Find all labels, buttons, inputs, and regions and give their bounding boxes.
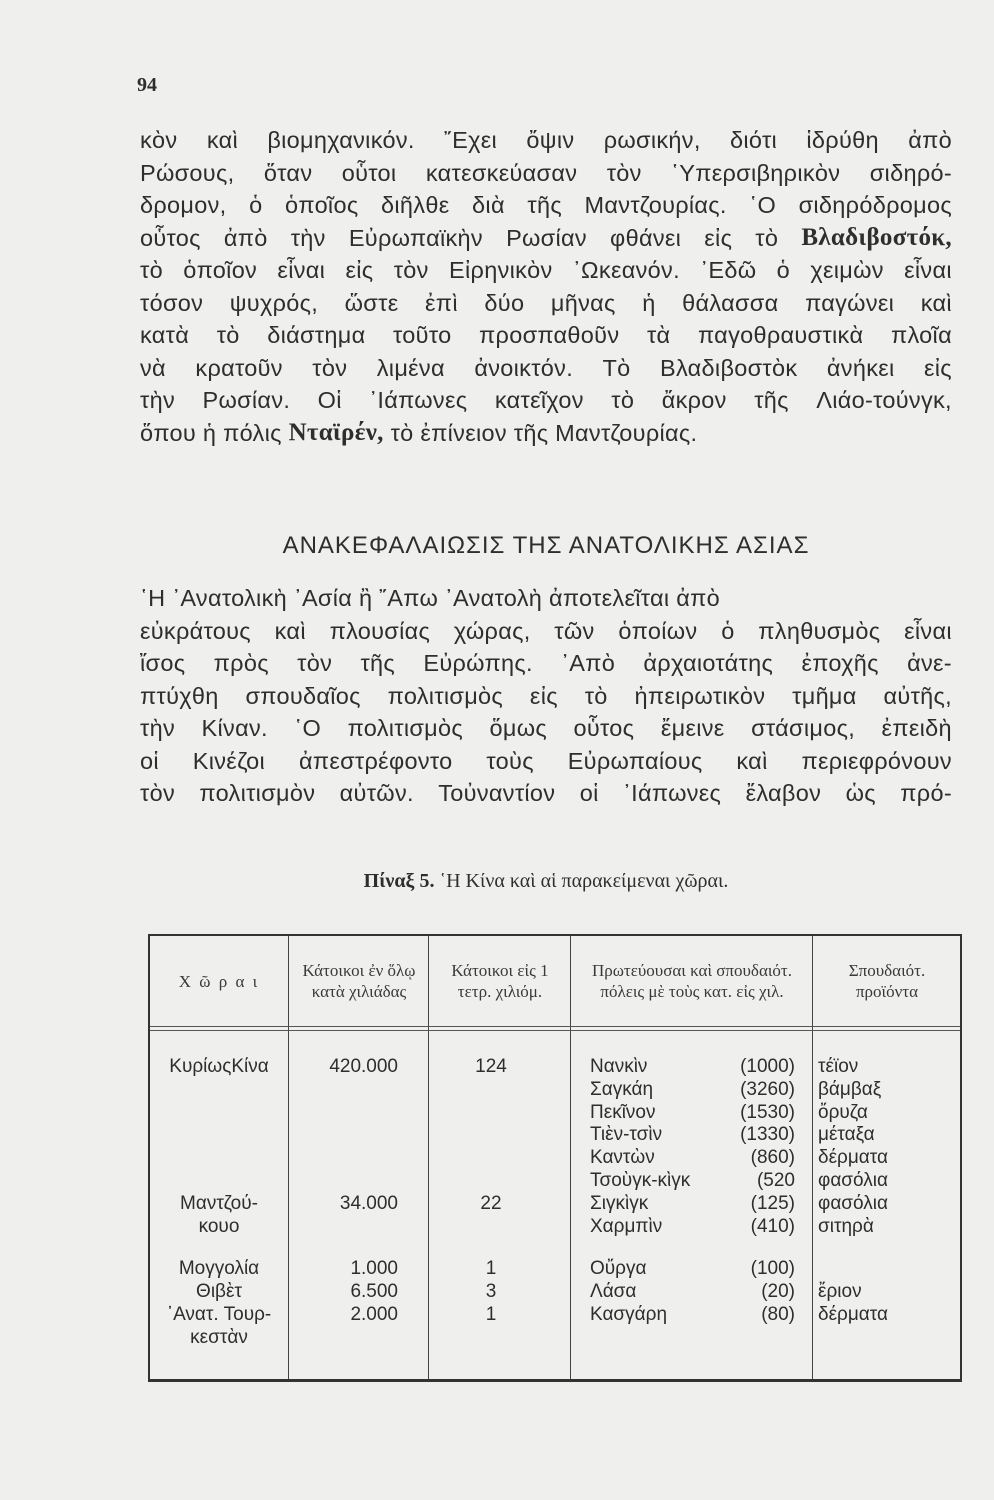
- header-products: Σπουδαιότ. προϊόντα: [848, 961, 926, 1001]
- word: ἐπειδὴ: [881, 715, 952, 741]
- cell-population: 420.000: [329, 1056, 398, 1077]
- text-line: [140, 189, 952, 222]
- bold-place-name: Βλαδιβοστόκ,: [801, 223, 952, 251]
- word: καὶ: [274, 617, 306, 644]
- word: πτύχθη: [140, 682, 219, 709]
- cell-city: Σαγκάη: [590, 1078, 654, 1100]
- word: ὅπου ἡ πόλις: [140, 419, 289, 446]
- word: κατεῖχον: [494, 387, 584, 413]
- word: ἄκρον: [661, 387, 727, 413]
- cell-city-pop: (410): [750, 1215, 795, 1237]
- word: εἰς: [924, 354, 952, 381]
- word: οἱ: [579, 780, 599, 806]
- word: ὁποίων: [618, 617, 698, 644]
- word: περιεφρόνουν: [801, 747, 952, 774]
- text-line: [140, 712, 952, 745]
- word: οὗτος: [140, 224, 201, 251]
- text-line: [140, 254, 952, 287]
- word: ψυχρός,: [229, 289, 319, 316]
- cell-density: 1: [485, 1258, 497, 1280]
- cell-population: 34.000: [339, 1192, 398, 1214]
- cell-city: Πεκῖνον: [590, 1101, 656, 1123]
- cell-product: βάμβαξ: [818, 1078, 882, 1100]
- cell-city: Νανκὶν: [590, 1056, 648, 1077]
- word: τὸ ἐπίνειον τῆς Μαντζουρίας.: [383, 419, 698, 446]
- cell-city-pop: (100): [750, 1258, 795, 1280]
- word: τὸν: [312, 354, 348, 381]
- cell-product: σιτηρὰ: [818, 1215, 874, 1237]
- word: σιδηρό-: [869, 159, 952, 186]
- word: ἔμεινε: [660, 715, 725, 741]
- cell-city-pop: (1330): [740, 1124, 795, 1146]
- word: ᾿Απὸ: [561, 650, 616, 676]
- table-row: [150, 1124, 960, 1147]
- word: ἀπεστρέφοντο: [298, 747, 453, 774]
- word: ὁποῖος: [285, 192, 359, 218]
- word: πλουσίας: [329, 617, 431, 644]
- bold-place-name: Νταϊρέν,: [288, 418, 384, 446]
- table-row: [150, 1147, 960, 1170]
- cell-city: Τσοὺγκ-κὶγκ: [590, 1169, 691, 1191]
- word: φθάνει: [610, 224, 682, 251]
- header-double-rule: [150, 1026, 960, 1031]
- header-population: Κάτοικοι ἐν ὅλῳ κατὰ χιλιάδας: [302, 961, 416, 1001]
- text-line: [140, 777, 952, 810]
- word: εἶναι: [904, 257, 952, 283]
- word: Μαντζουρίας.: [584, 192, 727, 218]
- cell-density: 124: [475, 1056, 507, 1077]
- cell-city-pop: (80): [761, 1303, 795, 1325]
- word: τὸ: [611, 387, 635, 413]
- word: ἱδρύθη: [806, 127, 879, 153]
- word: ἀνε-: [907, 650, 952, 676]
- cell-city-pop: (520: [756, 1169, 795, 1191]
- word: ἀρχαιοτάτης: [643, 650, 774, 676]
- word: τὸν: [140, 780, 176, 806]
- cell-city-pop: (1000): [740, 1056, 795, 1077]
- word: εἰς: [345, 257, 374, 283]
- word: Βλαδιβοστὸκ: [659, 354, 798, 381]
- word: χειμὼν: [810, 257, 884, 283]
- cell-population: 6.500: [350, 1281, 398, 1303]
- word: πολιτισμὸν: [199, 780, 316, 806]
- word: ὁποῖον: [183, 257, 258, 283]
- text-line: [140, 319, 952, 352]
- word: σιδηρόδρομος: [798, 192, 952, 218]
- cell-product: ὄρυζα: [818, 1101, 868, 1123]
- word: εἰς: [704, 224, 733, 251]
- text-line: [140, 745, 952, 778]
- word: ἀνήκει: [826, 354, 895, 381]
- word: ὄψιν: [526, 127, 575, 153]
- word: τὴν: [140, 715, 176, 741]
- table-body: [150, 1056, 960, 1350]
- cell-product: ἔριον: [818, 1281, 862, 1303]
- table-row: [150, 1304, 960, 1327]
- word: διὰ: [472, 192, 505, 218]
- word: Εὐρωπαϊκὴν: [348, 224, 483, 251]
- word: εἰς: [529, 682, 558, 709]
- word: τὸ: [584, 682, 608, 709]
- cell-city: Τιὲν-τσὶν: [590, 1124, 663, 1146]
- word: ὁ: [776, 257, 791, 283]
- cell-city-pop: (860): [750, 1147, 795, 1169]
- text-line: [140, 582, 952, 615]
- word: τὰ: [646, 322, 671, 348]
- word: τοὺς: [486, 747, 534, 774]
- word: ἀπὸ: [908, 127, 952, 153]
- table-row: [150, 1327, 960, 1350]
- word: ῾Ο: [294, 715, 322, 741]
- header-countries: Χ ῶ ρ α ι: [178, 971, 260, 991]
- word: εἶναι: [904, 617, 952, 644]
- word: εἶναι: [277, 257, 326, 283]
- cell-city-pop: (20): [761, 1281, 795, 1303]
- word: ῾Η ᾿Ανατολικὴ ᾿Ασία ἢ ῎Απω ᾿Ανατολὴ ἀποτελεῖται ἀπὸ: [140, 585, 721, 611]
- table-caption: [140, 870, 952, 893]
- word: Οἱ: [317, 387, 342, 413]
- cell-country: Μογγολία: [178, 1258, 260, 1280]
- word: ἀνοικτόν.: [474, 354, 574, 381]
- word: ᾿Ιάπωνες: [623, 780, 722, 806]
- table-row: [150, 1170, 960, 1193]
- word: Λιάο-τούνγκ,: [816, 387, 952, 413]
- word: Τοὐναντίον: [438, 780, 556, 806]
- table-row: [150, 1281, 960, 1304]
- word: τὴν: [140, 387, 176, 413]
- word: πλοῖα: [890, 322, 952, 348]
- word: πολιτισμὸς: [387, 682, 504, 709]
- word: διότι: [730, 127, 778, 153]
- word: πολιτισμὸς: [347, 715, 464, 741]
- cell-city-pop: (125): [750, 1192, 795, 1214]
- cell-country: Θιβὲτ: [196, 1281, 242, 1303]
- word: τὸν: [297, 650, 333, 676]
- word: στάσιμος,: [751, 715, 856, 741]
- word: ᾿Εδῶ: [700, 257, 757, 283]
- text-line: [140, 384, 952, 417]
- cell-product: δέρματα: [818, 1147, 889, 1169]
- word: τὸ: [755, 224, 779, 251]
- cell-population: 1.000: [350, 1258, 398, 1280]
- word: ῾Υπερσιβηρικὸν: [671, 159, 841, 186]
- table-caption-title: ῾Η Κίνα καὶ αἱ παρακείμεναι χῶραι.: [439, 870, 729, 892]
- word: ὅταν: [263, 159, 313, 186]
- word: τὸ: [140, 257, 163, 283]
- word: ῾Ο: [749, 192, 777, 218]
- word: τῆς: [754, 387, 789, 413]
- table-row: [150, 1238, 960, 1258]
- word: ὥστε: [344, 289, 399, 316]
- word: οὗτοι: [341, 159, 397, 186]
- cell-product: φασόλια: [818, 1192, 888, 1214]
- cell-population: 2.000: [350, 1303, 398, 1325]
- word: ὁ: [249, 192, 263, 218]
- text-line: [140, 157, 952, 190]
- word: νὰ: [140, 354, 166, 381]
- word: Κινέζοι: [192, 747, 266, 774]
- word: πρὸς: [213, 650, 269, 676]
- paragraph-1: [140, 124, 952, 449]
- word: μῆνας: [550, 289, 616, 316]
- word: Εὐρώπης.: [423, 650, 533, 676]
- word: ὡς: [845, 780, 876, 806]
- word: Εὐρωπαίους: [567, 747, 703, 774]
- word: Ρωσίαν: [506, 224, 587, 251]
- text-line: [140, 124, 952, 157]
- word: τοῦτο: [393, 322, 452, 348]
- word: ᾿Ιάπωνες: [369, 387, 468, 413]
- word: καὶ: [736, 747, 768, 774]
- cell-country: κεστὰν: [190, 1326, 248, 1348]
- text-line: [140, 352, 952, 385]
- cell-density: 22: [480, 1192, 502, 1214]
- word: τμῆμα: [792, 682, 857, 709]
- text-line: [140, 647, 952, 680]
- word: αὐτῆς,: [883, 682, 952, 709]
- cell-city: Χαρμπὶν: [590, 1215, 663, 1237]
- word: κατὰ: [140, 322, 190, 348]
- word: Κίναν.: [201, 715, 268, 741]
- word: τὸ: [216, 322, 240, 348]
- word: πρό-: [900, 780, 952, 806]
- cell-product: φασόλια: [818, 1169, 888, 1191]
- word: Εἰρηνικὸν: [449, 257, 553, 283]
- word: τῶν: [554, 617, 595, 644]
- cell-city: Σιγκὶγκ: [590, 1192, 649, 1214]
- word: ἴσος: [140, 650, 186, 676]
- cell-city-pop: (3260): [740, 1078, 795, 1100]
- word: τῆς: [527, 192, 562, 218]
- word: βιομηχανικόν.: [267, 127, 415, 153]
- word: οὗτος: [573, 715, 635, 741]
- cell-city-pop: (1530): [740, 1101, 795, 1123]
- word: ἠπειρωτικὸν: [634, 682, 766, 709]
- word: τόσον: [140, 289, 204, 316]
- text-line: [140, 222, 952, 255]
- word: εὐκράτους: [140, 617, 251, 644]
- table-row: [150, 1056, 960, 1079]
- word: κὸν: [140, 127, 178, 153]
- word: διῆλθε: [381, 192, 450, 218]
- word: αὐτῶν.: [339, 780, 414, 806]
- word: ἐπὶ: [425, 289, 458, 316]
- section-heading: ΑΝΑΚΕΦΑΛΑΙΩΣΙΣ ΤΗΣ ΑΝΑΤΟΛΙΚΗΣ ΑΣΙΑΣ: [282, 532, 810, 559]
- word: τὸν: [393, 257, 429, 283]
- word: λιμένα: [376, 354, 445, 381]
- word: χώρας,: [453, 617, 531, 644]
- word: κατεσκεύασαν: [425, 159, 578, 186]
- cell-city: Καντὼν: [590, 1147, 655, 1169]
- paragraph-2: [140, 582, 952, 810]
- table-row: [150, 1102, 960, 1125]
- word: ἀπὸ: [223, 224, 268, 251]
- cell-city: Οὔργα: [590, 1258, 647, 1280]
- table-row: [150, 1079, 960, 1102]
- word: τὴν: [290, 224, 326, 251]
- table-row: [150, 1216, 960, 1239]
- word: τὸν: [606, 159, 642, 186]
- cell-product: τέϊον: [818, 1056, 859, 1077]
- page-number: 94: [137, 74, 157, 96]
- header-density: Κάτοικοι εἰς 1 τετρ. χιλιόμ.: [451, 961, 549, 1001]
- word: οἱ: [140, 747, 159, 774]
- cell-country: Μαντζού-: [180, 1192, 258, 1214]
- word: ἔλαβον: [745, 780, 822, 806]
- word: παγοθραυστικὰ: [698, 322, 864, 348]
- countries-table: [148, 934, 962, 1382]
- word: ὁ: [721, 617, 735, 644]
- cell-city: Λάσα: [590, 1281, 637, 1303]
- word: Τὸ: [602, 354, 631, 381]
- cell-density: 1: [485, 1303, 497, 1325]
- text-line: [140, 287, 952, 320]
- word: θάλασσα: [682, 289, 779, 316]
- word: κρατοῦν: [195, 354, 283, 381]
- word: καὶ: [206, 127, 238, 153]
- word: τῆς: [360, 650, 396, 676]
- cell-product: δέρματα: [818, 1303, 889, 1325]
- word: Ρώσους,: [140, 159, 235, 186]
- cell-country: ᾿Ανατ. Τουρ-: [166, 1303, 272, 1325]
- cell-country: κουο: [198, 1215, 240, 1237]
- word: σπουδαῖος: [245, 682, 361, 709]
- text-line: [140, 417, 952, 450]
- word: παγώνει: [805, 289, 895, 316]
- word: προσπαθοῦν: [479, 322, 620, 348]
- word: ἐποχῆς: [801, 650, 879, 676]
- word: δρομον,: [140, 192, 227, 218]
- text-line: [140, 680, 952, 713]
- word: ρωσικήν,: [603, 127, 701, 153]
- word: ῎Εχει: [444, 127, 498, 153]
- word: ἡ: [642, 289, 656, 316]
- cell-country: ΚυρίωςΚίνα: [169, 1056, 269, 1077]
- table-row: [150, 1258, 960, 1281]
- word: δύο: [484, 289, 525, 316]
- header-cities: Πρωτεύουσαι καὶ σπουδαιότ. πόλεις μὲ τοὺς κατ. εἰς χιλ.: [591, 961, 793, 1001]
- cell-city: Κασγάρη: [590, 1303, 668, 1325]
- table-caption-number: Πίναξ 5.: [363, 870, 435, 892]
- word: καὶ: [920, 289, 952, 316]
- table-row: [150, 1193, 960, 1216]
- word: ᾿Ωκεανόν.: [572, 257, 680, 283]
- word: Ρωσίαν.: [202, 387, 291, 413]
- text-line: [140, 615, 952, 648]
- word: πληθυσμὸς: [758, 617, 881, 644]
- word: διάστημα: [267, 322, 366, 348]
- word: ὅμως: [489, 715, 548, 741]
- cell-density: 3: [485, 1281, 497, 1303]
- cell-product: μέταξα: [818, 1124, 875, 1146]
